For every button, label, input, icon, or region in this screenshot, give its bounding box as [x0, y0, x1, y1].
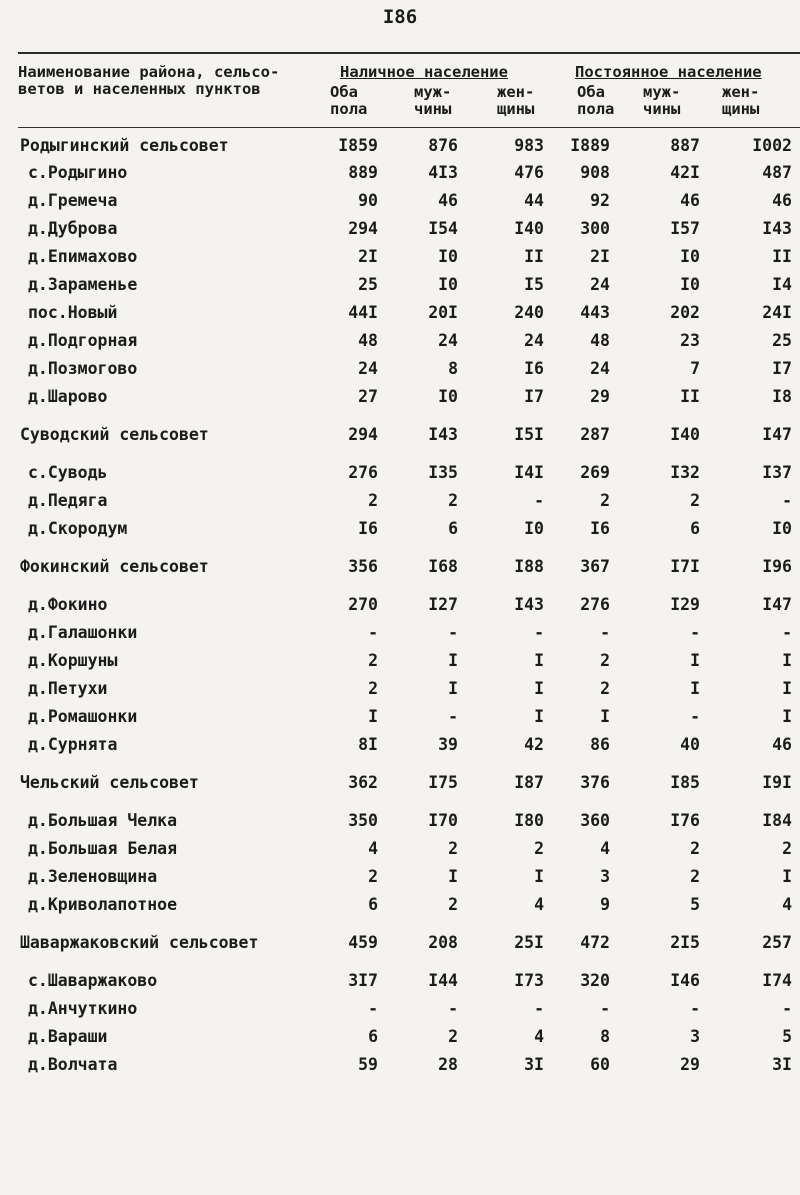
value-permanent-women: I7: [772, 359, 792, 378]
settlement-row: [0, 303, 800, 329]
value-present-both: I859: [338, 136, 378, 155]
value-permanent-women: I96: [762, 557, 792, 576]
settlement-name: пос.Новый: [28, 303, 118, 322]
value-present-women: 983: [514, 136, 544, 155]
value-permanent-women: -: [782, 623, 792, 642]
value-permanent-men: 3: [690, 1027, 700, 1046]
value-present-both: 90: [358, 191, 378, 210]
value-present-women: -: [534, 623, 544, 642]
value-present-both: 294: [348, 219, 378, 238]
value-present-both: 2: [368, 651, 378, 670]
settlement-row: [0, 971, 800, 997]
settlement-row: [0, 331, 800, 357]
value-permanent-women: II: [772, 247, 792, 266]
value-present-men: I44: [428, 971, 458, 990]
value-permanent-men: 46: [680, 191, 700, 210]
value-permanent-both: 24: [590, 359, 610, 378]
value-present-men: 2: [448, 839, 458, 858]
value-permanent-both: 367: [580, 557, 610, 576]
header-permanent-women-1: жен-: [722, 83, 760, 101]
value-permanent-men: 42I: [670, 163, 700, 182]
value-permanent-women: 5: [782, 1027, 792, 1046]
value-present-both: 4: [368, 839, 378, 858]
value-permanent-women: I: [782, 679, 792, 698]
settlement-name: д.Коршуны: [28, 651, 118, 670]
value-permanent-both: 2I: [590, 247, 610, 266]
header-present: Наличное население: [340, 63, 508, 81]
value-permanent-women: I002: [752, 136, 792, 155]
value-present-women: 44: [524, 191, 544, 210]
value-permanent-women: -: [782, 491, 792, 510]
value-permanent-men: 7: [690, 359, 700, 378]
settlement-row: [0, 895, 800, 921]
settlement-name: д.Анчуткино: [28, 999, 138, 1018]
value-permanent-men: I: [690, 651, 700, 670]
value-present-women: 24: [524, 331, 544, 350]
value-present-men: I: [448, 867, 458, 886]
settlement-row: [0, 359, 800, 385]
selsovet-name: Чельский сельсовет: [20, 773, 199, 792]
value-present-women: I4I: [514, 463, 544, 482]
settlement-row: [0, 651, 800, 677]
settlement-row: [0, 1027, 800, 1053]
value-permanent-both: 300: [580, 219, 610, 238]
value-present-women: II: [524, 247, 544, 266]
value-present-both: 276: [348, 463, 378, 482]
settlement-row: [0, 519, 800, 545]
value-permanent-both: I: [600, 707, 610, 726]
settlement-name: д.Гремеча: [28, 191, 118, 210]
value-permanent-women: I47: [762, 595, 792, 614]
value-permanent-both: 60: [590, 1055, 610, 1074]
value-permanent-both: 472: [580, 933, 610, 952]
settlement-name: д.Шарово: [28, 387, 108, 406]
value-present-men: 20I: [428, 303, 458, 322]
value-permanent-both: 3: [600, 867, 610, 886]
settlement-row: [0, 623, 800, 649]
value-permanent-both: 48: [590, 331, 610, 350]
settlement-name: д.Сурнята: [28, 735, 118, 754]
value-permanent-both: 4: [600, 839, 610, 858]
value-permanent-women: 25: [772, 331, 792, 350]
settlement-row: [0, 491, 800, 517]
value-permanent-women: 46: [772, 735, 792, 754]
header-permanent: Постоянное население: [575, 63, 762, 81]
value-present-both: 350: [348, 811, 378, 830]
value-permanent-men: 2: [690, 491, 700, 510]
value-present-women: -: [534, 491, 544, 510]
selsovet-name: Шаваржаковский сельсовет: [20, 933, 259, 952]
value-present-men: I0: [438, 247, 458, 266]
settlement-name: д.Позмогово: [28, 359, 138, 378]
settlement-name: д.Петухи: [28, 679, 108, 698]
settlement-row: [0, 707, 800, 733]
value-permanent-women: I84: [762, 811, 792, 830]
value-permanent-both: I6: [590, 519, 610, 538]
value-present-men: I70: [428, 811, 458, 830]
value-permanent-women: -: [782, 999, 792, 1018]
page-number: I86: [382, 6, 418, 28]
settlement-name: д.Большая Челка: [28, 811, 178, 830]
settlement-name: д.Зараменье: [28, 275, 138, 294]
value-present-women: 3I: [524, 1055, 544, 1074]
value-permanent-both: 908: [580, 163, 610, 182]
settlement-row: [0, 191, 800, 217]
selsovet-row: [0, 933, 800, 959]
value-present-women: I: [534, 651, 544, 670]
value-present-both: 2: [368, 679, 378, 698]
header-present-women-2: щины: [497, 100, 535, 118]
value-permanent-both: 8: [600, 1027, 610, 1046]
value-present-both: 2: [368, 491, 378, 510]
value-permanent-men: 2: [690, 867, 700, 886]
value-present-men: 8: [448, 359, 458, 378]
value-present-women: 476: [514, 163, 544, 182]
value-permanent-men: 6: [690, 519, 700, 538]
value-present-women: 42: [524, 735, 544, 754]
value-permanent-women: I: [782, 867, 792, 886]
value-present-women: I0: [524, 519, 544, 538]
value-permanent-men: 40: [680, 735, 700, 754]
settlement-name: д.Скородум: [28, 519, 128, 538]
settlement-name: д.Дуброва: [28, 219, 118, 238]
settlement-name: д.Епимахово: [28, 247, 138, 266]
value-present-men: 28: [438, 1055, 458, 1074]
settlement-name: с.Шаваржаково: [28, 971, 158, 990]
value-present-men: 46: [438, 191, 458, 210]
settlement-name: д.Ромашонки: [28, 707, 138, 726]
header-present-men-1: муж-: [414, 83, 452, 101]
value-present-both: 2I: [358, 247, 378, 266]
value-permanent-both: 86: [590, 735, 610, 754]
value-permanent-men: I57: [670, 219, 700, 238]
header-present-both-1: Оба: [330, 83, 358, 101]
value-permanent-women: I4: [772, 275, 792, 294]
settlement-name: д.Педяга: [28, 491, 108, 510]
value-permanent-both: I889: [570, 136, 610, 155]
value-permanent-both: 9: [600, 895, 610, 914]
value-permanent-both: -: [600, 623, 610, 642]
value-present-women: I88: [514, 557, 544, 576]
value-present-women: I7: [524, 387, 544, 406]
value-present-women: I80: [514, 811, 544, 830]
settlement-row: [0, 735, 800, 761]
value-permanent-both: 443: [580, 303, 610, 322]
value-present-women: 4: [534, 895, 544, 914]
settlement-name: с.Родыгино: [28, 163, 128, 182]
value-present-both: 59: [358, 1055, 378, 1074]
value-permanent-men: I0: [680, 247, 700, 266]
value-present-both: 48: [358, 331, 378, 350]
value-present-women: -: [534, 999, 544, 1018]
settlement-row: [0, 839, 800, 865]
settlement-row: [0, 679, 800, 705]
value-present-women: I40: [514, 219, 544, 238]
value-permanent-both: 92: [590, 191, 610, 210]
value-present-both: -: [368, 623, 378, 642]
value-present-men: 39: [438, 735, 458, 754]
value-present-men: I35: [428, 463, 458, 482]
value-present-men: 208: [428, 933, 458, 952]
settlement-name: д.Волчата: [28, 1055, 118, 1074]
header-permanent-men-1: муж-: [643, 83, 681, 101]
value-present-men: I0: [438, 387, 458, 406]
value-permanent-men: 202: [670, 303, 700, 322]
settlement-row: [0, 387, 800, 413]
value-present-both: 44I: [348, 303, 378, 322]
value-present-both: 6: [368, 1027, 378, 1046]
value-permanent-men: I: [690, 679, 700, 698]
value-permanent-men: I0: [680, 275, 700, 294]
value-permanent-both: 276: [580, 595, 610, 614]
value-present-men: I54: [428, 219, 458, 238]
value-permanent-women: I9I: [762, 773, 792, 792]
value-present-women: I73: [514, 971, 544, 990]
value-permanent-both: -: [600, 999, 610, 1018]
header-present-men-2: чины: [414, 100, 452, 118]
settlement-row: [0, 163, 800, 189]
settlement-name: д.Галашонки: [28, 623, 138, 642]
value-present-both: 27: [358, 387, 378, 406]
value-permanent-women: I47: [762, 425, 792, 444]
header-present-both-2: пола: [330, 100, 368, 118]
value-permanent-both: 2: [600, 491, 610, 510]
value-permanent-both: 376: [580, 773, 610, 792]
value-permanent-men: 887: [670, 136, 700, 155]
value-permanent-men: -: [690, 999, 700, 1018]
settlement-name: д.Подгорная: [28, 331, 138, 350]
value-permanent-men: 23: [680, 331, 700, 350]
value-permanent-women: I: [782, 707, 792, 726]
value-present-men: 2: [448, 491, 458, 510]
header-present-women-1: жен-: [497, 83, 535, 101]
selsovet-row: [0, 773, 800, 799]
value-present-women: I: [534, 707, 544, 726]
settlement-row: [0, 1055, 800, 1081]
value-present-men: I27: [428, 595, 458, 614]
settlement-name: д.Большая Белая: [28, 839, 178, 858]
value-permanent-women: I37: [762, 463, 792, 482]
value-present-women: I: [534, 867, 544, 886]
value-present-both: 362: [348, 773, 378, 792]
value-present-women: 2: [534, 839, 544, 858]
value-permanent-men: I76: [670, 811, 700, 830]
value-present-men: I68: [428, 557, 458, 576]
value-present-both: 459: [348, 933, 378, 952]
value-permanent-men: I32: [670, 463, 700, 482]
settlement-row: [0, 867, 800, 893]
settlement-row: [0, 247, 800, 273]
value-permanent-women: I: [782, 651, 792, 670]
value-present-women: I5I: [514, 425, 544, 444]
value-present-women: 25I: [514, 933, 544, 952]
settlement-row: [0, 811, 800, 837]
value-present-men: -: [448, 623, 458, 642]
value-permanent-both: 287: [580, 425, 610, 444]
settlement-row: [0, 275, 800, 301]
value-permanent-both: 269: [580, 463, 610, 482]
value-present-women: I6: [524, 359, 544, 378]
value-present-both: 2: [368, 867, 378, 886]
value-present-both: 270: [348, 595, 378, 614]
value-permanent-men: I7I: [670, 557, 700, 576]
value-permanent-men: 2I5: [670, 933, 700, 952]
value-permanent-women: I43: [762, 219, 792, 238]
value-present-both: 294: [348, 425, 378, 444]
top-rule: [18, 52, 800, 54]
value-present-both: 8I: [358, 735, 378, 754]
value-permanent-men: I85: [670, 773, 700, 792]
value-permanent-both: 29: [590, 387, 610, 406]
value-present-men: 2: [448, 895, 458, 914]
header-permanent-women-2: щины: [722, 100, 760, 118]
value-permanent-women: 4: [782, 895, 792, 914]
value-present-men: -: [448, 707, 458, 726]
value-present-both: 6: [368, 895, 378, 914]
settlement-row: [0, 595, 800, 621]
value-present-women: I5: [524, 275, 544, 294]
selsovet-row: [0, 136, 800, 162]
value-present-women: I: [534, 679, 544, 698]
value-present-women: 240: [514, 303, 544, 322]
value-permanent-men: -: [690, 623, 700, 642]
value-present-both: 24: [358, 359, 378, 378]
value-permanent-women: 487: [762, 163, 792, 182]
value-present-men: 876: [428, 136, 458, 155]
value-permanent-men: 2: [690, 839, 700, 858]
settlement-row: [0, 219, 800, 245]
value-present-men: 4I3: [428, 163, 458, 182]
value-permanent-women: 46: [772, 191, 792, 210]
value-present-women: I43: [514, 595, 544, 614]
value-present-men: I: [448, 651, 458, 670]
header-name-line1: Наименование района, сельсо-: [18, 63, 280, 81]
value-present-both: I6: [358, 519, 378, 538]
value-permanent-both: 2: [600, 679, 610, 698]
value-permanent-men: I40: [670, 425, 700, 444]
settlement-name: д.Зеленовщина: [28, 867, 158, 886]
value-present-men: I75: [428, 773, 458, 792]
value-present-both: 356: [348, 557, 378, 576]
header-permanent-men-2: чины: [643, 100, 681, 118]
settlement-row: [0, 463, 800, 489]
header-permanent-both-2: пола: [577, 100, 615, 118]
value-permanent-men: I29: [670, 595, 700, 614]
value-permanent-women: I8: [772, 387, 792, 406]
settlement-name: д.Вараши: [28, 1027, 108, 1046]
value-permanent-women: 24I: [762, 303, 792, 322]
value-permanent-men: I46: [670, 971, 700, 990]
selsovet-row: [0, 425, 800, 451]
header-permanent-both-1: Оба: [577, 83, 605, 101]
selsovet-name: Суводский сельсовет: [20, 425, 209, 444]
value-present-men: I0: [438, 275, 458, 294]
value-present-both: I: [368, 707, 378, 726]
settlement-name: с.Суводь: [28, 463, 108, 482]
settlement-row: [0, 999, 800, 1025]
value-present-both: 3I7: [348, 971, 378, 990]
value-permanent-men: II: [680, 387, 700, 406]
selsovet-name: Родыгинский сельсовет: [20, 136, 229, 155]
settlement-name: д.Фокино: [28, 595, 108, 614]
value-present-men: 24: [438, 331, 458, 350]
selsovet-row: [0, 557, 800, 583]
value-permanent-women: I0: [772, 519, 792, 538]
value-permanent-both: 24: [590, 275, 610, 294]
header-name-line2: ветов и населенных пунктов: [18, 80, 261, 98]
value-permanent-both: 2: [600, 651, 610, 670]
value-present-both: 889: [348, 163, 378, 182]
value-permanent-men: -: [690, 707, 700, 726]
value-permanent-both: 360: [580, 811, 610, 830]
header-bottom-rule: [18, 127, 800, 128]
value-present-men: I43: [428, 425, 458, 444]
value-present-men: -: [448, 999, 458, 1018]
value-permanent-men: 29: [680, 1055, 700, 1074]
value-permanent-women: 257: [762, 933, 792, 952]
settlement-name: д.Криволапотное: [28, 895, 178, 914]
value-present-men: 6: [448, 519, 458, 538]
selsovet-name: Фокинский сельсовет: [20, 557, 209, 576]
value-permanent-women: 2: [782, 839, 792, 858]
value-permanent-women: I74: [762, 971, 792, 990]
value-present-women: 4: [534, 1027, 544, 1046]
value-permanent-men: 5: [690, 895, 700, 914]
value-present-men: 2: [448, 1027, 458, 1046]
value-present-men: I: [448, 679, 458, 698]
value-present-women: I87: [514, 773, 544, 792]
value-permanent-women: 3I: [772, 1055, 792, 1074]
value-permanent-both: 320: [580, 971, 610, 990]
value-present-both: -: [368, 999, 378, 1018]
value-present-both: 25: [358, 275, 378, 294]
